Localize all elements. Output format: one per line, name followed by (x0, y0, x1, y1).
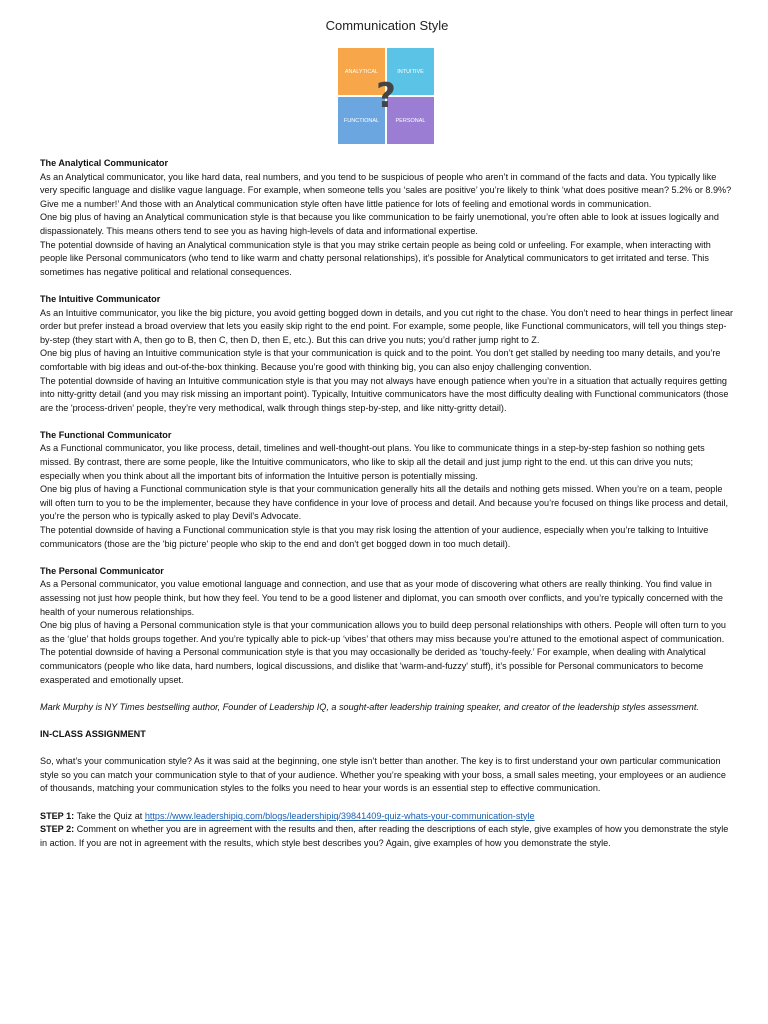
quadrant-intuitive: INTUITIVE (387, 48, 434, 95)
functional-paragraph-2: One big plus of having a Functional communication style is that your communication generally hits all the details and nothing gets missed. When you’re on a team, people will often turn to you to be the implementer, because they have confidence in your love of process and detail. And because you’re focused on things like process and detail, you’re the person who is typically asked to play Devil’s Advocate. (40, 484, 729, 522)
step-2-label: STEP 2: (40, 824, 75, 835)
step-2-text: Comment on whether you are in agreement with the results and then, after reading the descriptions of each style, give examples of how you demonstrate the style in action. If you are not in agreement with the results, which style best describes you? Again, give examples of how you demonstrate the style. (40, 824, 729, 848)
quadrant-functional: FUNCTIONAL (338, 97, 385, 144)
quadrant-personal: PERSONAL (387, 97, 434, 144)
author-credit: Mark Murphy is NY Times bestselling author, Founder of Leadership IQ, a sought-after leadership training speaker, and creator of the leadership styles assessment. (40, 701, 699, 712)
quadrant-analytical: ANALYTICAL (338, 48, 385, 95)
intuitive-paragraph-3: The potential downside of having an Intuitive communication style is that you may not always have enough patience when you’re in a situation that actually requires getting into nitty-gritty detail (and you may risk missing an important point). Typically, Intuitive communicators have the most difficulty dealing with Functional communicators (those are the 'process-driven' people, they’re very methodical, walk through things step-by-step, and like nitty-gritty detail). (40, 375, 729, 413)
document-body (40, 157, 734, 850)
personal-paragraph-1: As a Personal communicator, you value emotional language and connection, and use that as your mode of discovering what others are really thinking. You find value in assessing not just how people think, but how they feel. You tend to be a good listener and diplomat, you can smooth over conflicts, and you’re typically concerned with the health of your numerous relationships. (40, 579, 723, 617)
question-mark-icon: ? (376, 76, 396, 116)
spacer (40, 415, 734, 429)
section-heading-personal: The Personal Communicator (40, 565, 164, 576)
functional-paragraph-1: As a Functional communicator, you like process, detail, timelines and well-thought-out plans. You like to communicate things in a step-by-step fashion so nothing gets missed. By contrast, there are some people, like the Intuitive communicators, who like to skip all the detail and just jump right to the end. ut this can drive you nuts; especially when you think about all the important bits of information the Intuitive person is potentially missing. (40, 443, 705, 481)
spacer (40, 796, 734, 810)
assignment-intro: So, what’s your communication style? As it was said at the beginning, one style isn’t better than another. The key is to first understand your own particular communication style so you can match your communication style to that of your audience. Whether you’re speaking with your boss, a small sales meeting, your employees or an audience of thousands, matching your communication styles to the folks you need to hear your words is an essential step to effective communication. (40, 756, 726, 794)
intuitive-paragraph-2: One big plus of having an Intuitive communication style is that your communication is quick and to the point. You don’t get stalled by needing too many details, and you’re comfortable with big ideas and out-of-the-box thinking. Because you’re good with thinking big, you can also enjoy challenging convention. (40, 348, 721, 372)
analytical-paragraph-3: The potential downside of having an Analytical communication style is that you may strike certain people as being cold or unfeeling. For example, when interacting with people like Personal communicators (who tend to like warm and chatty personal relationships), it’s possible for Analytical communicators to get irritated and terse. This sometimes has negative political and relational consequences. (40, 239, 711, 277)
communication-style-diagram (338, 48, 434, 144)
analytical-paragraph-2: One big plus of having an Analytical communication style is that because you like communication to be fairly unemotional, you’re often able to look at issues logically and dispassionately. This means others tend to see you as having high-levels of data and informational expertise. (40, 212, 719, 236)
section-heading-functional: The Functional Communicator (40, 429, 172, 440)
step-2 (40, 823, 734, 850)
functional-paragraph-3: The potential downside of having a Functional communication style is that you may risk losing the attention of your audience, especially when you’re talking to Intuitive communicators (those are the 'big picture' people who skip to the end and don't get bogged down in too much detail). (40, 525, 709, 549)
personal-paragraph-2: One big plus of having a Personal communication style is that your communication allows you to build deep personal relationships with others. People will often turn to you as the ‘glue’ that holds groups together. And you’re typically able to pick-up ‘vibes’ that others may miss because you’re attuned to the emotional aspect of communication. (40, 620, 726, 644)
spacer (40, 279, 734, 293)
spacer (40, 551, 734, 565)
intuitive-paragraph-1: As an Intuitive communicator, you like the big picture, you avoid getting bogged down in details, and you cut right to the chase. You don’t need to hear things in perfect linear order but prefer instead a broad overview that lets you easily skip right to the end point. For example, some people, like Functional communicators, will tell you things step-by-step (they start with A, then go to B, then C, then D, then E, etc.). But this can drive you nuts; you’d rather jump right to Z. (40, 307, 734, 345)
section-heading-analytical: The Analytical Communicator (40, 158, 169, 168)
spacer (40, 687, 734, 701)
spacer (40, 714, 734, 728)
step-1-label: STEP 1: (40, 810, 75, 821)
personal-paragraph-3: The potential downside of having a Personal communication style is that you may occasionally be derided as ‘touchy-feely.’ For example, when dealing with Analytical communicators (people who like data, hard numbers, logical discussions, and dislike that 'warm-and-fuzzy' stuff), it’s possible for Personal communicators to become exasperated and emotionally upset. (40, 647, 706, 685)
page-title: Communication Style (325, 18, 449, 33)
step-1 (40, 810, 734, 824)
quiz-link[interactable]: https://www.leadershipiq.com/blogs/leadershipiq/39841409-quiz-whats-your-communication-style (144, 810, 535, 821)
spacer (40, 742, 734, 756)
step-1-text: Take the Quiz at (74, 810, 145, 821)
assignment-heading: IN-CLASS ASSIGNMENT (40, 728, 146, 739)
analytical-paragraph-1: As an Analytical communicator, you like hard data, real numbers, and you tend to be suspicious of people who aren’t in command of the facts and data. You typically like very specific language and dislike vague language. For example, when someone tells you ‘sales are positive’ you’re likely to think ‘what does positive mean? 5.2% or 8.9%? Give me a number!’ And those with an Analytical communication style often have little patience for lots of feeling and emotional words in communication. (40, 171, 732, 209)
section-heading-intuitive: The Intuitive Communicator (40, 293, 161, 304)
